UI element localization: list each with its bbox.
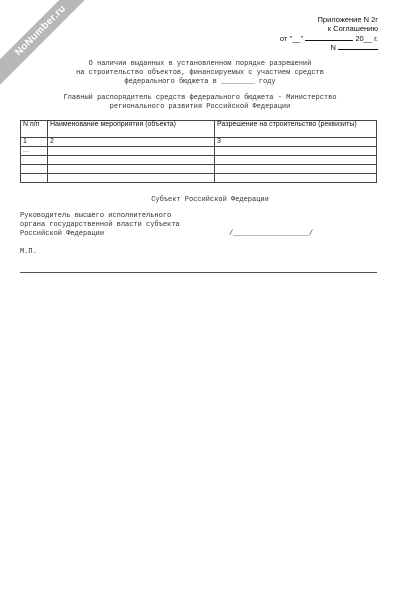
table-cell: [215, 147, 377, 156]
number-prefix: N: [330, 43, 336, 52]
stamp-place: М.П.: [20, 248, 37, 256]
title-line-1: О наличии выданных в установленном порядке разрешений: [88, 60, 312, 68]
table-cell: [48, 156, 215, 165]
signature-line: /__________________/: [229, 230, 314, 238]
table-cell: [21, 156, 48, 165]
title-line-2: на строительство объектов, финансируемых с участием средств: [76, 69, 324, 77]
head-title-line-2: органа государственной власти субъекта: [20, 221, 180, 229]
head-title-line-1: Руководитель высшего исполнительного: [20, 212, 172, 220]
header-number: N п/п: [21, 121, 48, 138]
head-title-line-3: Российской Федерации: [20, 230, 105, 238]
date-year: 20__ г.: [355, 34, 378, 43]
table-cell: [215, 165, 377, 174]
subtitle-line-2: регионального развития Российской Федерации: [109, 103, 291, 111]
subtitle-line-1: Главный распорядитель средств федерального бюджета - Министерство: [63, 94, 337, 102]
table-cell: [48, 165, 215, 174]
table-number-row: [21, 138, 377, 147]
table-cell: [215, 156, 377, 165]
table-cell: [48, 174, 215, 183]
table-cell: [21, 174, 48, 183]
header-permit: Разрешение на строительство (реквизиты): [215, 121, 377, 138]
appendix-label: Приложение N 2г: [317, 15, 378, 24]
table-cell: [48, 147, 215, 156]
column-number-2: 2: [48, 138, 215, 147]
agreement-label: к Соглашению: [327, 24, 378, 33]
table-cell: [215, 174, 377, 183]
table-cell: [21, 165, 48, 174]
table-cell: ...: [21, 147, 48, 156]
table-row: [21, 156, 377, 165]
table-header-row: [21, 121, 377, 138]
table-row: [21, 165, 377, 174]
number-line: [330, 42, 378, 52]
watermark-ribbon: NoNumber.ru: [0, 0, 100, 90]
table-row: [21, 174, 377, 183]
date-prefix: от "__": [279, 34, 304, 43]
column-number-3: 3: [215, 138, 377, 147]
number-blank: [338, 42, 378, 50]
column-number-1: 1: [21, 138, 48, 147]
header-object-name: Наименование мероприятия (объекта): [48, 121, 215, 138]
permits-table: [20, 120, 377, 183]
table-row: [21, 147, 377, 156]
subject-heading: Субъект Российской Федерации: [151, 196, 269, 204]
title-line-3: федерального бюджета в ________ году: [124, 78, 276, 86]
divider-line: [20, 272, 377, 273]
date-blank: [305, 33, 353, 41]
